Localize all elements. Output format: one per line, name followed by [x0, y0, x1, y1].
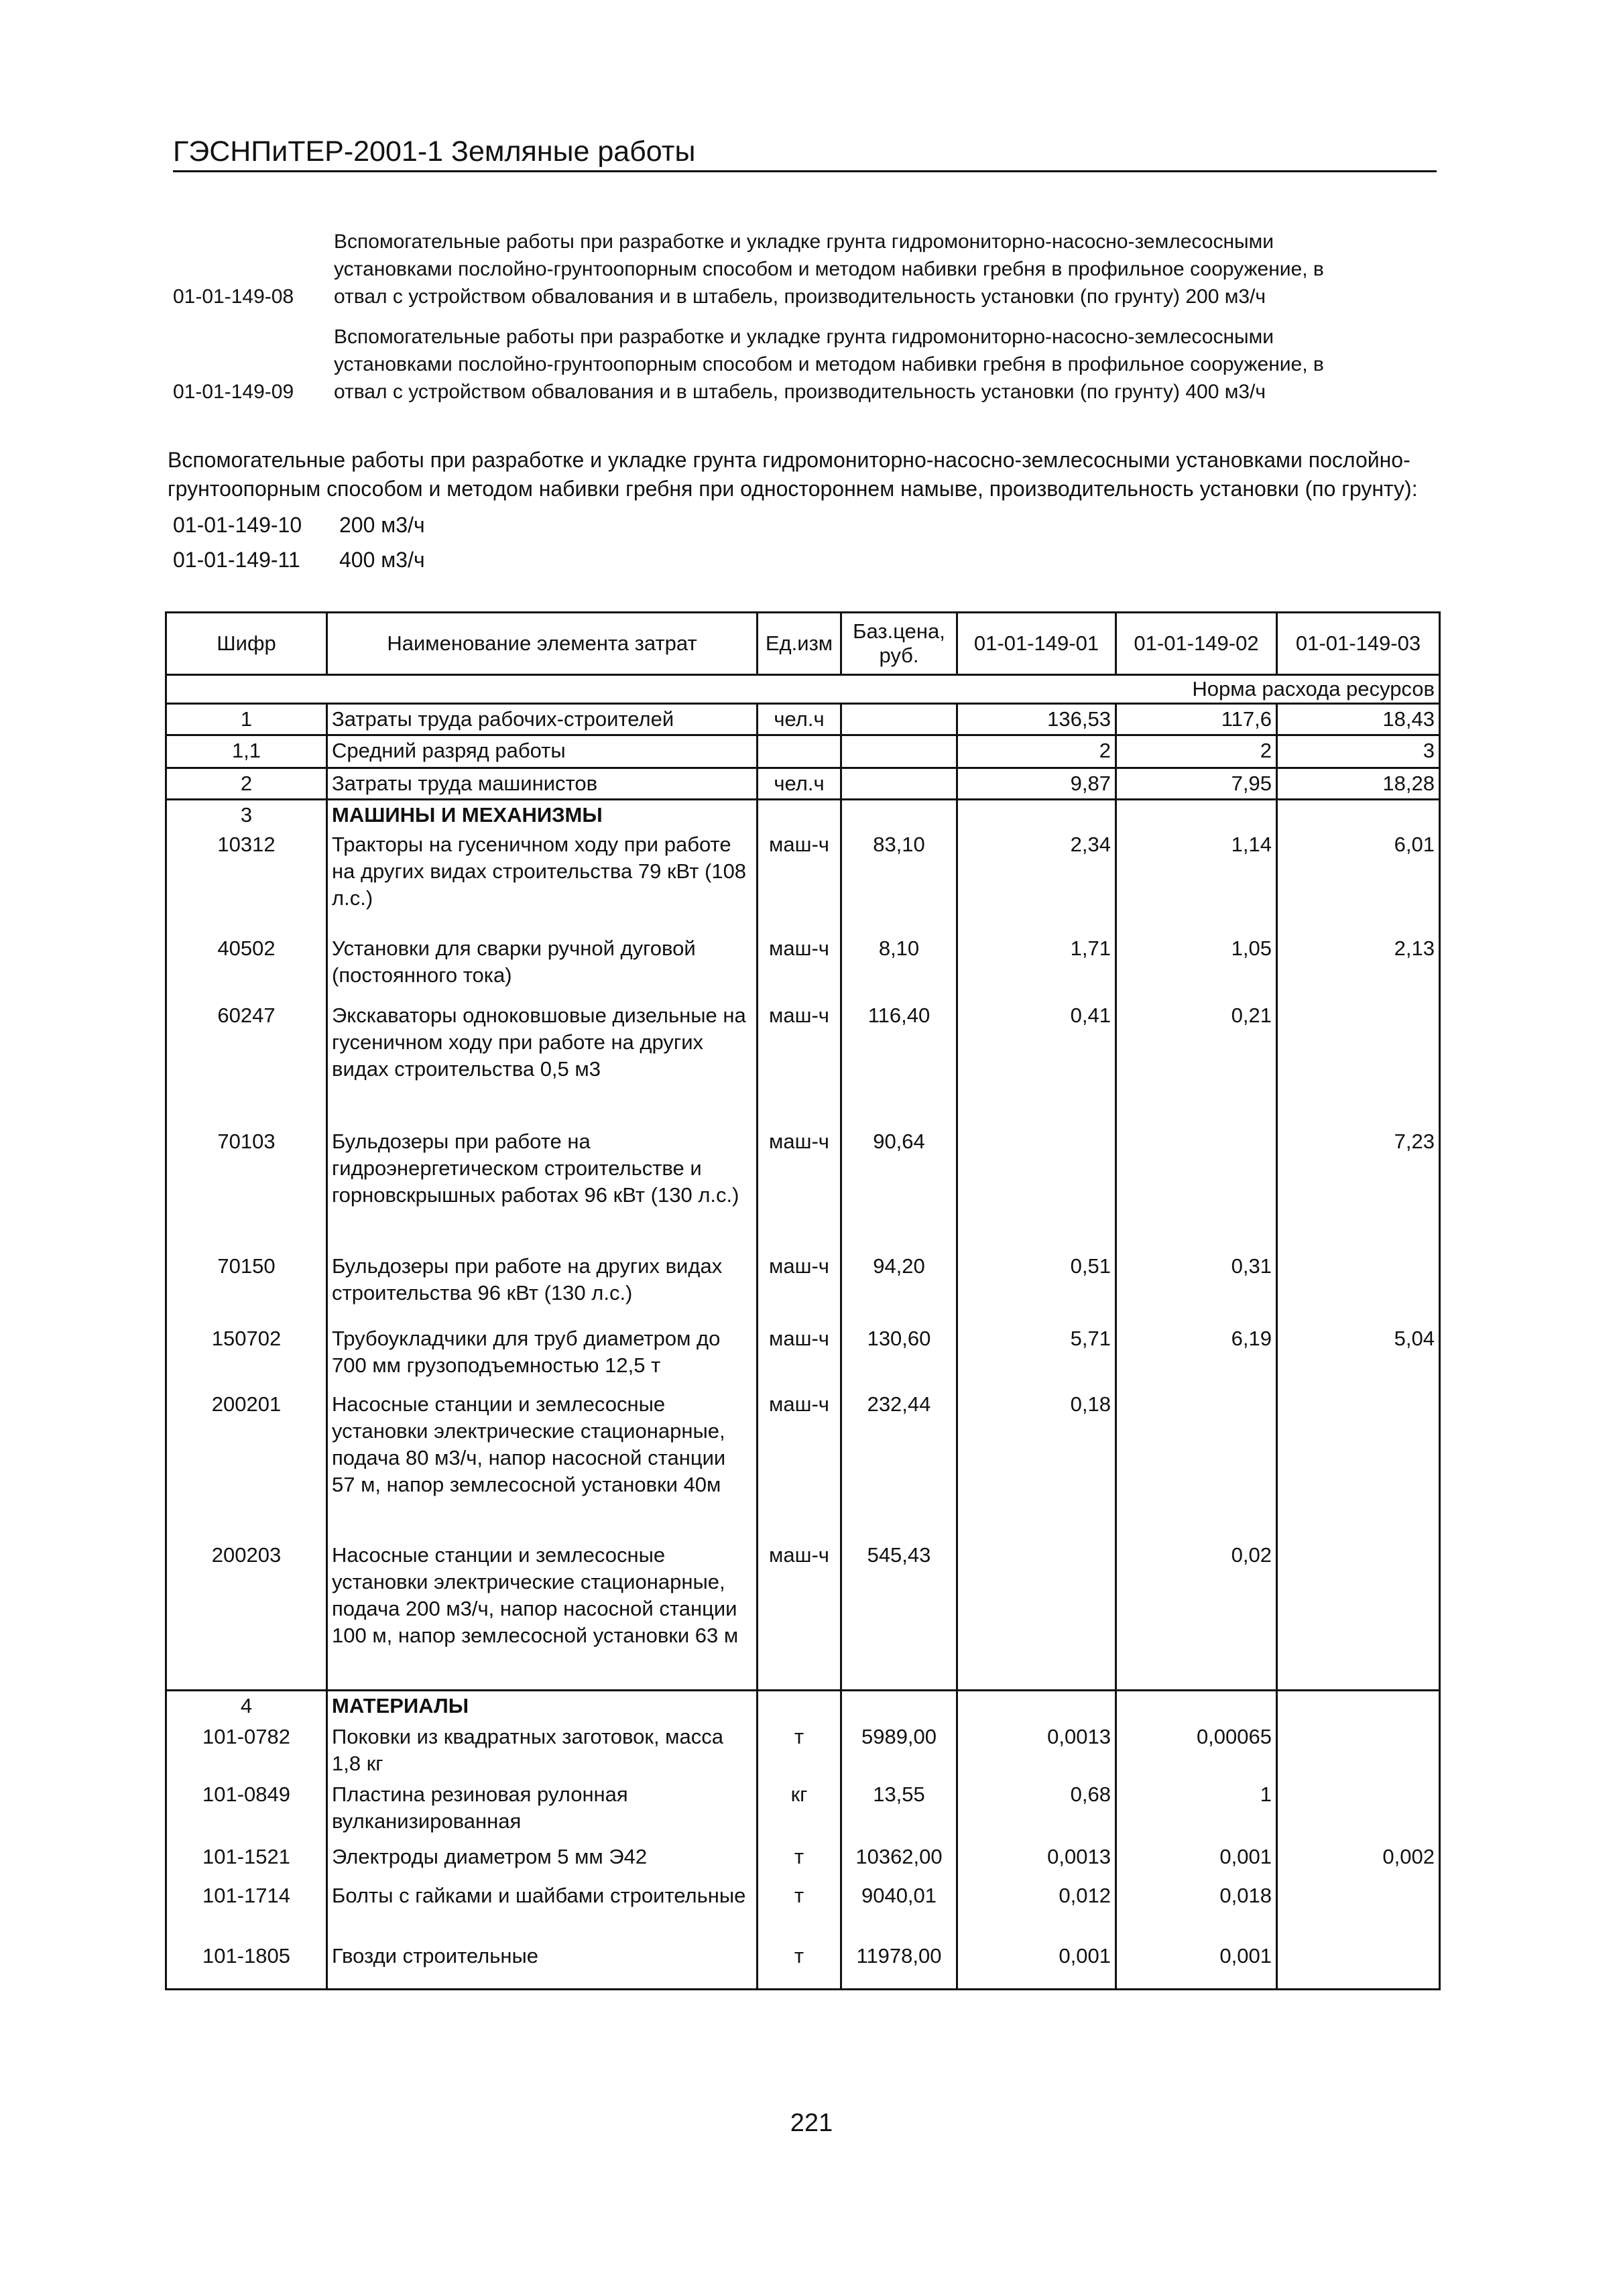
table-row — [166, 1540, 1440, 1691]
cell-name: Затраты труда рабочих-строителей — [327, 704, 758, 735]
cell-unit: маш-ч — [758, 1127, 841, 1252]
cell-norm-v3: 0,002 — [1277, 1842, 1440, 1881]
cell-unit: маш-ч — [758, 1001, 841, 1127]
cell-norm-v2: 117,6 — [1116, 704, 1277, 735]
header-cell: 01-01-149-02 — [1116, 613, 1277, 675]
cell-norm-v3: 7,23 — [1277, 1127, 1440, 1252]
table-row — [166, 1324, 1440, 1390]
cell-price: 545,43 — [841, 1540, 957, 1691]
cell-norm-v2: 0,018 — [1116, 1881, 1277, 1941]
resources-table — [165, 611, 1441, 1990]
cell-code: 10312 — [166, 830, 327, 934]
cell-norm-v1: 0,0013 — [957, 1842, 1116, 1881]
cell-price: 232,44 — [841, 1390, 957, 1540]
cell-unit: маш-ч — [758, 830, 841, 934]
cell-unit: маш-ч — [758, 934, 841, 1001]
table-row — [166, 830, 1440, 934]
cell-price — [841, 735, 957, 768]
cell-code: 150702 — [166, 1324, 327, 1390]
cell-name: Электроды диаметром 5 мм Э42 — [327, 1842, 758, 1881]
cell-price: 10362,00 — [841, 1842, 957, 1881]
cell-code: 60247 — [166, 1001, 327, 1127]
cell-code: 200201 — [166, 1390, 327, 1540]
table-row — [166, 768, 1440, 800]
cell-norm-v1: 9,87 — [957, 768, 1116, 800]
cell-norm-v3: 6,01 — [1277, 830, 1440, 934]
cell-name: Тракторы на гусеничном ходу при работе на других видах строительства 79 кВт (108 л.с.) — [327, 830, 758, 934]
cell-name: Установки для сварки ручной дуговой (постоянного тока) — [327, 934, 758, 1001]
cell-code: 101-0849 — [166, 1780, 327, 1842]
cell-price: 9040,01 — [841, 1881, 957, 1941]
cell-norm-v2 — [1116, 1390, 1277, 1540]
cell-unit: т — [758, 1881, 841, 1941]
cell-unit: т — [758, 1842, 841, 1881]
header-cell: 01-01-149-01 — [957, 613, 1116, 675]
entry-line: отвал с устройством обвалования и в штабель, производительность установки (по грунту) 200 м3/ч — [334, 286, 1266, 308]
header-cell: Наименование элемента затрат — [327, 613, 758, 675]
cell-price: 8,10 — [841, 934, 957, 1001]
cell-price — [841, 704, 957, 735]
cell-norm-v2: 0,00065 — [1116, 1722, 1277, 1780]
cell-price: 94,20 — [841, 1252, 957, 1324]
cell-price — [841, 1691, 957, 1723]
cell-norm-v1: 0,51 — [957, 1252, 1116, 1324]
cell-norm-v3 — [1277, 1881, 1440, 1941]
cell-norm-v3 — [1277, 1691, 1440, 1723]
cell-norm-v1 — [957, 1691, 1116, 1723]
variant-row — [173, 546, 425, 575]
cell-name: Экскаваторы одноковшовые дизельные на гусеничном ходу при работе на других видах строительства 0,5 м3 — [327, 1001, 758, 1127]
page-number: 221 — [790, 2109, 833, 2137]
cell-code: 40502 — [166, 934, 327, 1001]
cell-unit — [758, 1691, 841, 1723]
cell-price — [841, 800, 957, 831]
cell-norm-v3 — [1277, 1780, 1440, 1842]
cell-code: 200203 — [166, 1540, 327, 1691]
cell-norm-v1: 0,001 — [957, 1941, 1116, 1990]
cell-unit: чел.ч — [758, 768, 841, 800]
cell-norm-v2 — [1116, 1127, 1277, 1252]
cell-name: Болты с гайками и шайбами строительные — [327, 1881, 758, 1941]
entry-01-01-149-09 — [168, 323, 1441, 406]
cell-norm-v2: 0,21 — [1116, 1001, 1277, 1127]
cell-price: 90,64 — [841, 1127, 957, 1252]
cell-price: 13,55 — [841, 1780, 957, 1842]
table-header-row — [166, 613, 1440, 675]
cell-norm-v1: 2,34 — [957, 830, 1116, 934]
cell-norm-v2: 0,001 — [1116, 1941, 1277, 1990]
cell-norm-v1: 0,0013 — [957, 1722, 1116, 1780]
table-row — [166, 934, 1440, 1001]
intro-line-1: Вспомогательные работы при разработке и укладке грунта гидромониторно-насосно-землесосными установками послойно- — [168, 448, 1410, 472]
cell-norm-v2: 0,001 — [1116, 1842, 1277, 1881]
cell-price — [841, 768, 957, 800]
cell-norm-v2: 1 — [1116, 1780, 1277, 1842]
cell-norm-v1 — [957, 1540, 1116, 1691]
cell-norm-v3: 3 — [1277, 735, 1440, 768]
cell-name: Затраты труда машинистов — [327, 768, 758, 800]
table-row — [166, 1780, 1440, 1842]
table-row — [166, 1127, 1440, 1252]
cell-unit: т — [758, 1722, 841, 1780]
table-row — [166, 1001, 1440, 1127]
entry-code: 01-01-149-09 — [173, 381, 294, 403]
variant-row — [173, 511, 425, 540]
cell-norm-v1: 136,53 — [957, 704, 1116, 735]
cell-name: Гвозди строительные — [327, 1941, 758, 1990]
norm-label: Норма расхода ресурсов — [166, 675, 1440, 704]
cell-unit: кг — [758, 1780, 841, 1842]
cell-code: 101-1714 — [166, 1881, 327, 1941]
cell-norm-v3 — [1277, 1390, 1440, 1540]
cell-name: Насосные станции и землесосные установки электрические стационарные, подача 80 м3/ч, напор насосной станции 57 м, напор землесосной установки 40м — [327, 1390, 758, 1540]
intro-paragraph — [168, 446, 1441, 503]
cell-unit: маш-ч — [758, 1252, 841, 1324]
cell-code: 70103 — [166, 1127, 327, 1252]
cell-norm-v3: 5,04 — [1277, 1324, 1440, 1390]
cell-norm-v1: 0,18 — [957, 1390, 1116, 1540]
cell-norm-v3 — [1277, 800, 1440, 831]
cell-unit: чел.ч — [758, 704, 841, 735]
cell-norm-v3 — [1277, 1540, 1440, 1691]
cell-code: 4 — [166, 1691, 327, 1723]
cell-code: 101-1805 — [166, 1941, 327, 1990]
cell-norm-v3: 18,28 — [1277, 768, 1440, 800]
cell-unit — [758, 735, 841, 768]
entry-description — [334, 228, 1441, 310]
cell-norm-v2: 1,05 — [1116, 934, 1277, 1001]
table-row — [166, 1881, 1440, 1941]
cell-norm-v2 — [1116, 1691, 1277, 1723]
cell-norm-v2 — [1116, 800, 1277, 831]
header-cell: Баз.цена, руб. — [841, 613, 957, 675]
header-cell: Шифр — [166, 613, 327, 675]
cell-norm-v1 — [957, 1127, 1116, 1252]
cell-norm-v2: 0,31 — [1116, 1252, 1277, 1324]
entry-code: 01-01-149-08 — [173, 286, 294, 308]
cell-norm-v1: 1,71 — [957, 934, 1116, 1001]
cell-unit: маш-ч — [758, 1540, 841, 1691]
cell-norm-v1: 2 — [957, 735, 1116, 768]
cell-norm-v3 — [1277, 1001, 1440, 1127]
cell-norm-v1: 0,41 — [957, 1001, 1116, 1127]
cell-price: 83,10 — [841, 830, 957, 934]
cell-norm-v1 — [957, 800, 1116, 831]
cell-name: Пластина резиновая рулонная вулканизированная — [327, 1780, 758, 1842]
cell-unit — [758, 800, 841, 831]
entry-line: отвал с устройством обвалования и в штабель, производительность установки (по грунту) 400 м3/ч — [334, 381, 1266, 403]
cell-price: 130,60 — [841, 1324, 957, 1390]
entry-line: Вспомогательные работы при разработке и укладке грунта гидромониторно-насосно-землесосными — [334, 231, 1274, 253]
cell-code: 3 — [166, 800, 327, 831]
table-row — [166, 1842, 1440, 1881]
cell-norm-v2: 2 — [1116, 735, 1277, 768]
cell-norm-v3 — [1277, 1252, 1440, 1324]
table-row — [166, 1691, 1440, 1723]
header-cell: Ед.изм — [758, 613, 841, 675]
cell-norm-v1: 5,71 — [957, 1324, 1116, 1390]
cell-name: Насосные станции и землесосные установки электрические стационарные, подача 200 м3/ч, напор насосной станции 100 м, напор землесосной установки 63 м — [327, 1540, 758, 1691]
cell-unit: маш-ч — [758, 1324, 841, 1390]
table-row — [166, 704, 1440, 735]
cell-norm-v1: 0,012 — [957, 1881, 1116, 1941]
cell-norm-v2: 0,02 — [1116, 1540, 1277, 1691]
intro-line-2: грунтоопорным способом и методом набивки гребня при одностороннем намыве, производительность установки (по грунту): — [168, 477, 1418, 501]
cell-price: 116,40 — [841, 1001, 957, 1127]
table-row — [166, 1722, 1440, 1780]
cell-name: МАТЕРИАЛЫ — [327, 1691, 758, 1723]
cell-unit: т — [758, 1941, 841, 1990]
cell-norm-v2: 6,19 — [1116, 1324, 1277, 1390]
cell-norm-v1: 0,68 — [957, 1780, 1116, 1842]
table-row — [166, 735, 1440, 768]
cell-norm-v3 — [1277, 1941, 1440, 1990]
cell-code: 101-1521 — [166, 1842, 327, 1881]
entry-line: установками послойно-грунтоопорным способом и методом набивки гребня в профильное сооружение, в — [334, 353, 1324, 375]
cell-norm-v3: 18,43 — [1277, 704, 1440, 735]
cell-price: 11978,00 — [841, 1941, 957, 1990]
entry-description — [334, 323, 1441, 406]
cell-code: 101-0782 — [166, 1722, 327, 1780]
cell-code: 2 — [166, 768, 327, 800]
cell-name: Средний разряд работы — [327, 735, 758, 768]
cell-norm-v3: 2,13 — [1277, 934, 1440, 1001]
variant-code: 01-01-149-11 — [173, 548, 300, 572]
cell-price: 5989,00 — [841, 1722, 957, 1780]
variant-value: 200 м3/ч — [339, 513, 425, 537]
cell-name: МАШИНЫ И МЕХАНИЗМЫ — [327, 800, 758, 831]
table-row — [166, 1252, 1440, 1324]
cell-name: Бульдозеры при работе на других видах строительства 96 кВт (130 л.с.) — [327, 1252, 758, 1324]
variant-code: 01-01-149-10 — [173, 513, 302, 537]
cell-norm-v3 — [1277, 1722, 1440, 1780]
entry-line: Вспомогательные работы при разработке и укладке грунта гидромониторно-насосно-землесосными — [334, 326, 1274, 348]
header-title: ГЭСНПиТЕР-2001-1 Земляные работы — [173, 135, 696, 168]
cell-name: Поковки из квадратных заготовок, масса 1,8 кг — [327, 1722, 758, 1780]
norm-row — [166, 675, 1440, 704]
table-row — [166, 1390, 1440, 1540]
cell-code: 1,1 — [166, 735, 327, 768]
cell-norm-v2: 7,95 — [1116, 768, 1277, 800]
entry-01-01-149-08 — [168, 228, 1441, 310]
header-cell: 01-01-149-03 — [1277, 613, 1440, 675]
cell-name: Бульдозеры при работе на гидроэнергетическом строительстве и горновскрышных работах 96 кВт (130 л.с.) — [327, 1127, 758, 1252]
table-row — [166, 800, 1440, 831]
page-header — [173, 134, 1437, 172]
entry-line: установками послойно-грунтоопорным способом и методом набивки гребня в профильное сооружение, в — [334, 258, 1324, 280]
cell-name: Трубоукладчики для труб диаметром до 700 мм грузоподъемностью 12,5 т — [327, 1324, 758, 1390]
cell-code: 70150 — [166, 1252, 327, 1324]
cell-unit: маш-ч — [758, 1390, 841, 1540]
table-row — [166, 1941, 1440, 1990]
cell-code: 1 — [166, 704, 327, 735]
variant-value: 400 м3/ч — [339, 548, 425, 572]
cell-norm-v2: 1,14 — [1116, 830, 1277, 934]
